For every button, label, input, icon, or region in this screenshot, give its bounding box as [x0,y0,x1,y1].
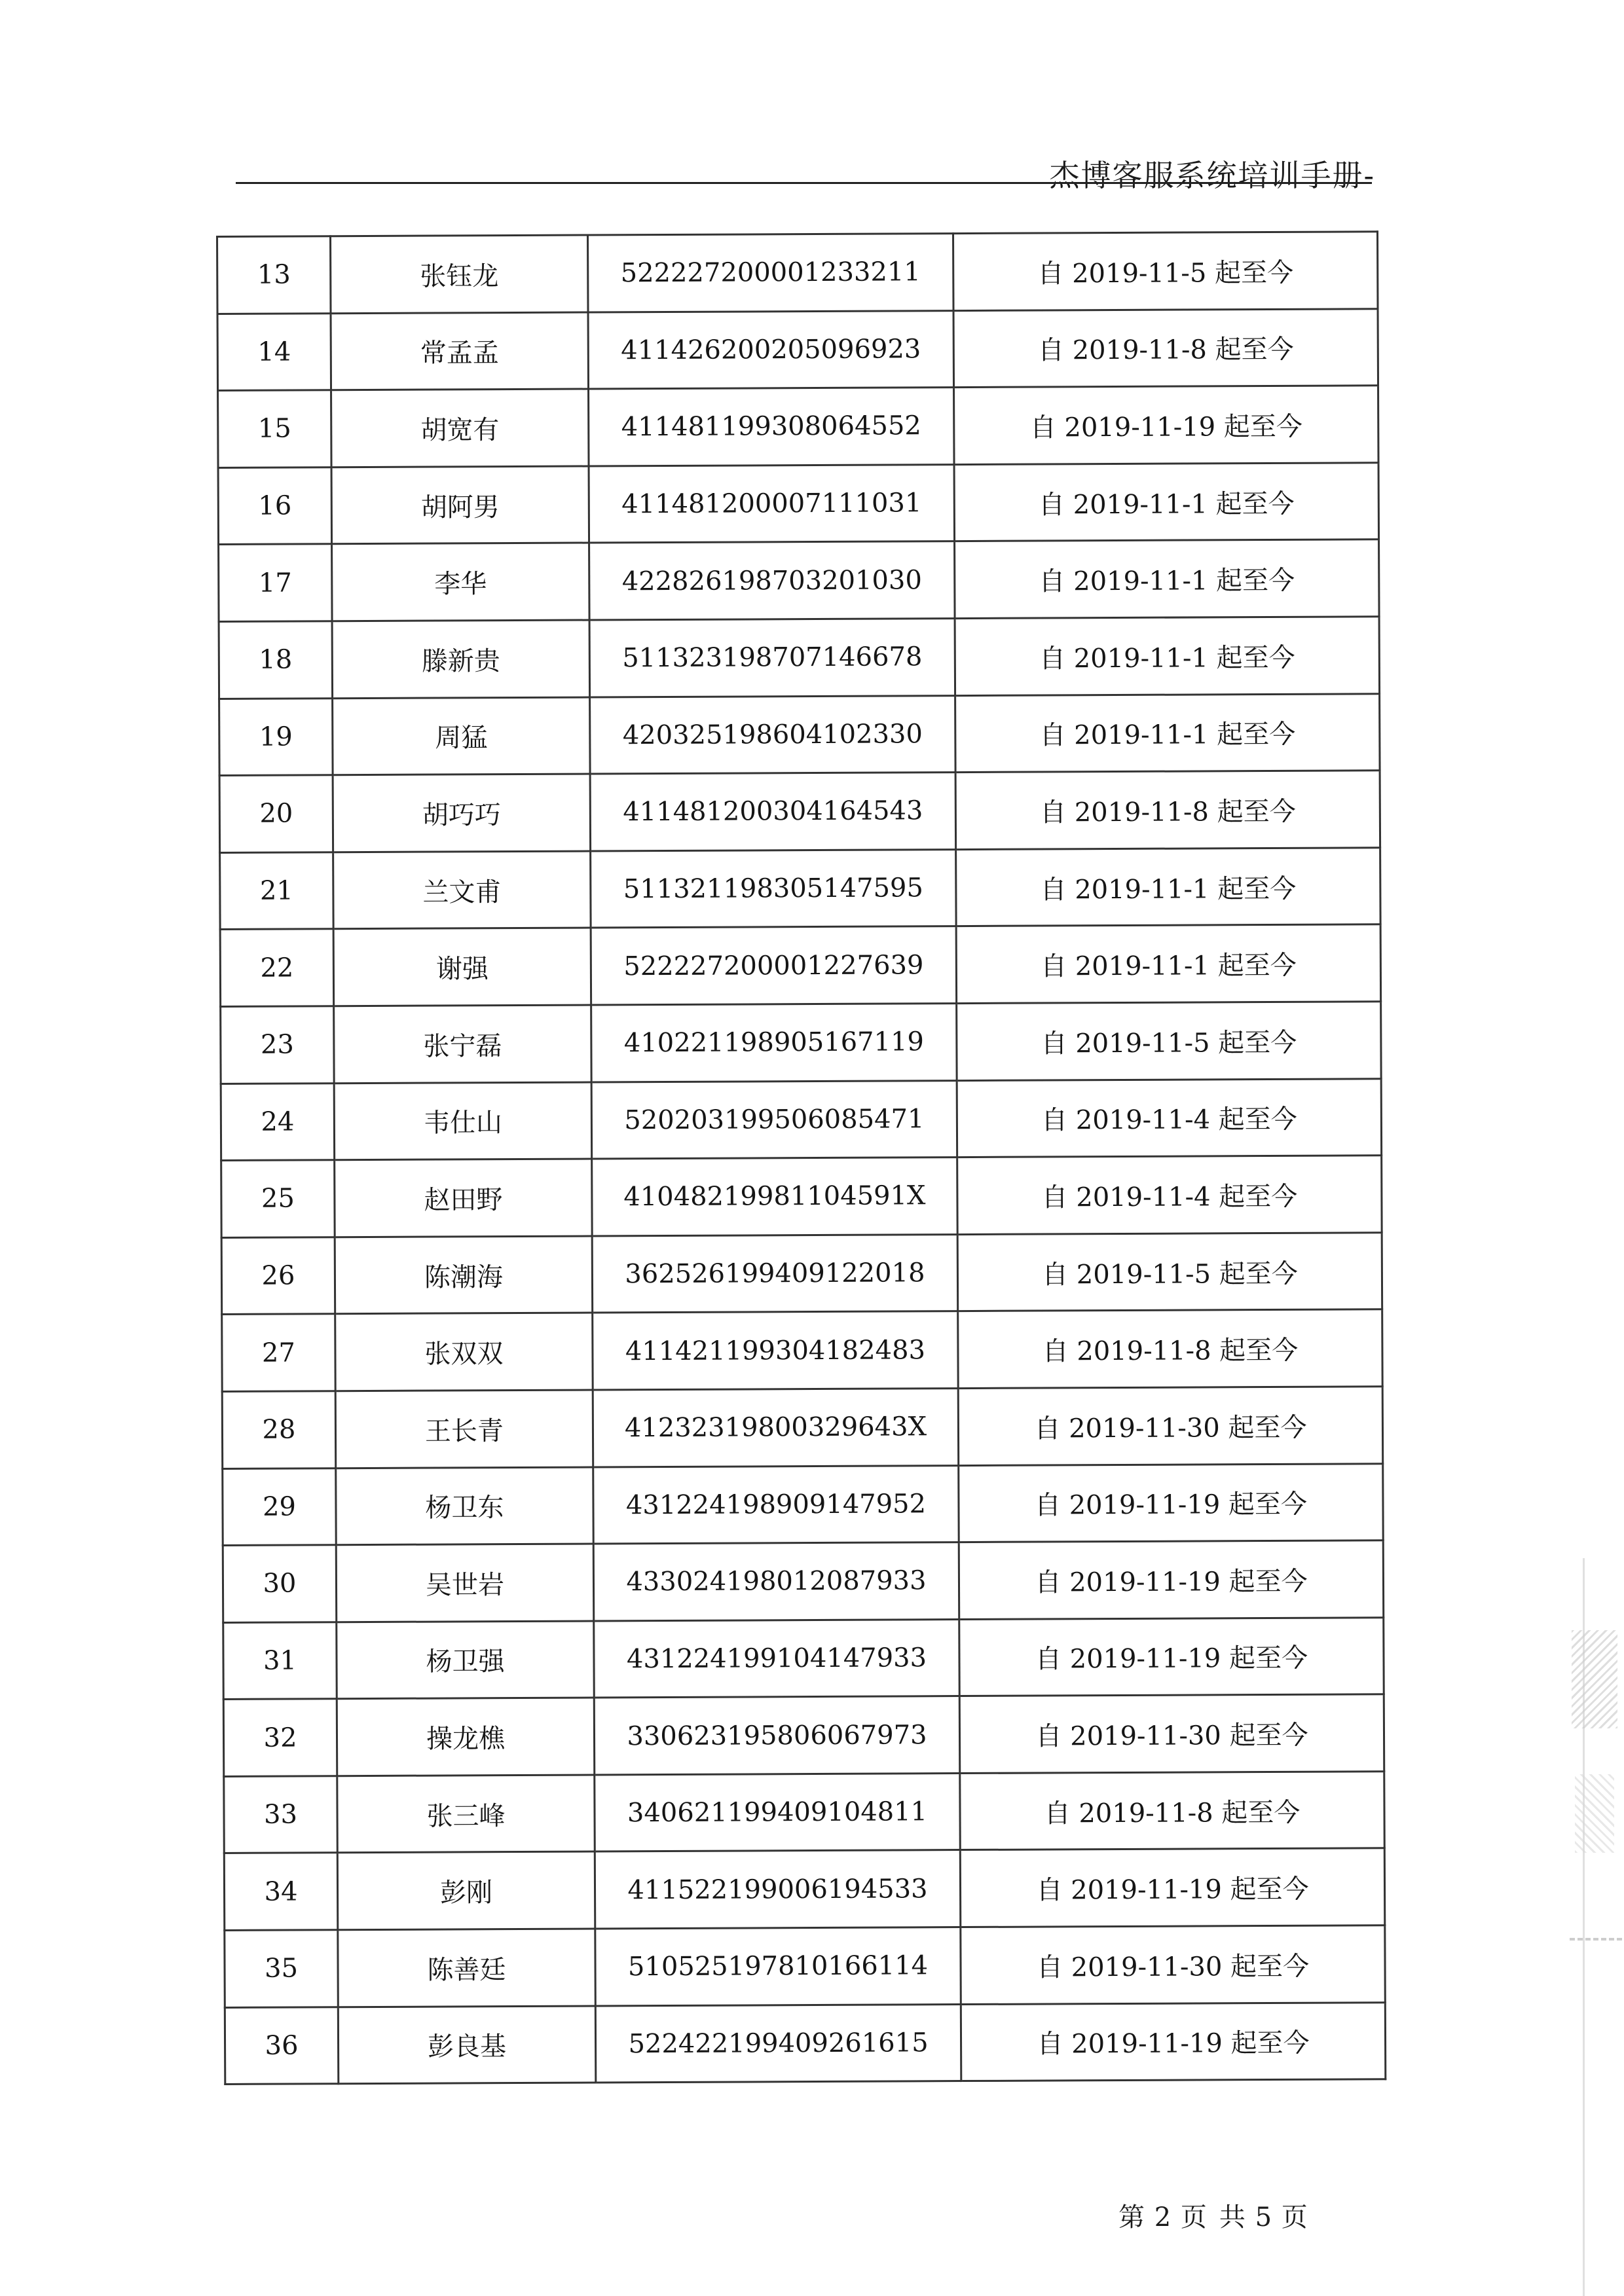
employee-name-cell: 彭良基 [338,2006,596,2084]
table-row [219,617,1379,699]
employment-period-cell: 自 2019-11-19 起至今 [961,2002,1386,2081]
table-row [221,1156,1382,1237]
row-number-cell: 33 [224,1776,338,1853]
id-number-cell: 420325198604102330 [590,695,956,774]
table-row [223,1694,1384,1776]
id-number-cell: 522422199409261615 [595,2004,961,2083]
table-row [225,2002,1385,2084]
row-number-cell: 23 [221,1006,335,1084]
scan-artifact-mark [1570,1938,1622,1947]
employment-period-cell: 自 2019-11-1 起至今 [955,693,1380,772]
employment-period-cell: 自 2019-11-4 起至今 [957,1156,1382,1234]
total-pages-label: 共 5 页 [1219,2202,1308,2232]
table-row [218,386,1378,467]
row-number-cell: 25 [221,1160,335,1237]
employee-name-cell: 张钰龙 [331,235,589,313]
table-row [221,1078,1381,1160]
id-number-cell: 330623195806067973 [594,1696,960,1775]
employment-period-cell: 自 2019-11-19 起至今 [959,1617,1384,1696]
document-header-title: 杰博客服系统培训手册- [1049,158,1375,193]
employee-name-cell: 张三峰 [337,1775,595,1853]
id-number-cell: 522227200001233211 [588,234,954,312]
table-row [219,771,1380,852]
employee-name-cell: 赵田野 [335,1159,593,1237]
row-number-cell: 16 [218,467,332,545]
table-row [224,1848,1384,1930]
employee-name-cell: 常孟孟 [331,312,589,390]
table-row [219,693,1380,775]
employment-period-cell: 自 2019-11-4 起至今 [957,1078,1382,1157]
employment-period-cell: 自 2019-11-19 起至今 [959,1463,1384,1542]
scan-artifact-edge [1562,1611,1624,2030]
employee-name-cell: 操龙樵 [337,1698,595,1776]
employee-name-cell: 彭刚 [337,1851,595,1929]
employment-period-cell: 自 2019-11-5 起至今 [957,1232,1382,1311]
employment-period-cell: 自 2019-11-5 起至今 [957,1002,1382,1080]
row-number-cell: 22 [220,929,334,1006]
table-row [217,308,1378,390]
id-number-cell: 411426200205096923 [588,310,954,389]
id-number-cell: 431224199104147933 [594,1619,960,1698]
id-number-cell: 510525197810166114 [595,1927,961,2006]
id-number-cell: 410221198905167119 [591,1004,957,1082]
page-number-footer [1118,2196,1320,2234]
row-number-cell: 20 [219,775,333,852]
id-number-cell: 520203199506085471 [591,1080,957,1159]
employment-period-cell: 自 2019-11-1 起至今 [955,617,1380,695]
row-number-cell: 21 [220,852,334,929]
id-number-cell: 41048219981104591X [592,1157,958,1236]
header-divider [236,182,1372,184]
row-number-cell: 15 [218,390,332,467]
employee-name-cell: 陈善廷 [338,1929,596,2007]
scan-artifact-mark [1572,1630,1617,1728]
employment-period-cell: 自 2019-11-8 起至今 [960,1772,1385,1850]
employee-name-cell: 张双双 [335,1313,593,1391]
employment-period-cell: 自 2019-11-30 起至今 [958,1387,1383,1465]
table-row [220,848,1380,930]
table-row [223,1463,1383,1545]
employee-name-cell: 杨卫强 [337,1621,595,1699]
row-number-cell: 34 [224,1853,338,1930]
row-number-cell: 29 [223,1468,337,1545]
table-row [219,539,1379,621]
id-number-cell: 411481200007111031 [589,464,955,543]
employee-name-cell: 张宁磊 [334,1005,592,1083]
id-number-cell: 41232319800329643X [593,1388,959,1467]
employment-period-cell: 自 2019-11-30 起至今 [959,1694,1384,1773]
employee-name-cell: 李华 [332,543,590,621]
employment-period-cell: 自 2019-11-19 起至今 [959,1540,1384,1619]
employment-period-cell: 自 2019-11-5 起至今 [953,232,1378,310]
current-page-label: 第 2 页 [1118,2202,1208,2232]
employment-period-cell: 自 2019-11-1 起至今 [955,539,1380,618]
employee-name-cell: 滕新贵 [332,620,590,698]
row-number-cell: 35 [225,1930,339,2007]
employee-name-cell: 兰文甫 [333,851,591,929]
table-row [222,1309,1382,1391]
roster-table-body [217,232,1386,2085]
id-number-cell: 411421199304182483 [593,1311,959,1390]
row-number-cell: 31 [223,1622,337,1699]
employment-period-cell: 自 2019-11-30 起至今 [961,1925,1386,2004]
employee-name-cell: 周猛 [333,697,591,775]
table-row [222,1387,1382,1468]
employee-name-cell: 吴世岩 [336,1544,594,1622]
id-number-cell: 431224198909147952 [593,1465,959,1544]
employee-name-cell: 王长青 [335,1390,593,1468]
table-row [223,1617,1384,1699]
id-number-cell: 411522199006194533 [595,1850,961,1929]
table-row [221,1232,1382,1314]
employee-name-cell: 谢强 [333,928,591,1006]
table-row [221,1002,1381,1084]
id-number-cell: 511321198305147595 [591,849,957,928]
id-number-cell: 422826198703201030 [589,541,955,620]
employment-period-cell: 自 2019-11-1 起至今 [956,924,1381,1003]
employee-name-cell: 韦仕山 [334,1082,592,1160]
row-number-cell: 28 [222,1391,336,1468]
employee-name-cell: 胡宽有 [331,389,589,467]
employment-period-cell: 自 2019-11-1 起至今 [954,463,1379,541]
employee-name-cell: 陈潮海 [335,1236,593,1314]
table-row [224,1772,1384,1853]
employment-period-cell: 自 2019-11-1 起至今 [956,848,1381,926]
id-number-cell: 433024198012087933 [593,1542,959,1621]
row-number-cell: 27 [222,1314,336,1391]
id-number-cell: 411481200304164543 [590,773,956,851]
staff-roster-table [216,230,1386,2085]
employee-name-cell: 胡巧巧 [333,774,591,852]
id-number-cell: 411481199308064552 [589,388,955,466]
row-number-cell: 13 [217,236,331,314]
row-number-cell: 26 [221,1237,335,1314]
row-number-cell: 24 [221,1083,335,1160]
row-number-cell: 32 [223,1699,337,1776]
employment-period-cell: 自 2019-11-19 起至今 [954,386,1379,464]
employment-period-cell: 自 2019-11-8 起至今 [955,771,1380,849]
employment-period-cell: 自 2019-11-19 起至今 [960,1848,1385,1927]
row-number-cell: 14 [217,313,331,390]
scan-artifact-mark [1575,1774,1614,1853]
table-row [223,1540,1383,1622]
row-number-cell: 17 [219,544,333,621]
table-row [217,232,1378,314]
id-number-cell: 511323198707146678 [589,619,955,697]
row-number-cell: 30 [223,1545,337,1622]
employee-name-cell: 杨卫东 [336,1467,594,1545]
row-number-cell: 36 [225,2007,339,2084]
table-row [218,463,1378,545]
employment-period-cell: 自 2019-11-8 起至今 [953,308,1378,387]
id-number-cell: 340621199409104811 [595,1773,961,1851]
employee-name-cell: 胡阿男 [331,466,589,544]
table-row [220,924,1380,1006]
id-number-cell: 522227200001227639 [591,926,957,1005]
row-number-cell: 18 [219,621,333,699]
row-number-cell: 19 [219,698,333,775]
table-row [225,1925,1385,2007]
id-number-cell: 362526199409122018 [592,1234,958,1313]
employment-period-cell: 自 2019-11-8 起至今 [958,1309,1383,1388]
